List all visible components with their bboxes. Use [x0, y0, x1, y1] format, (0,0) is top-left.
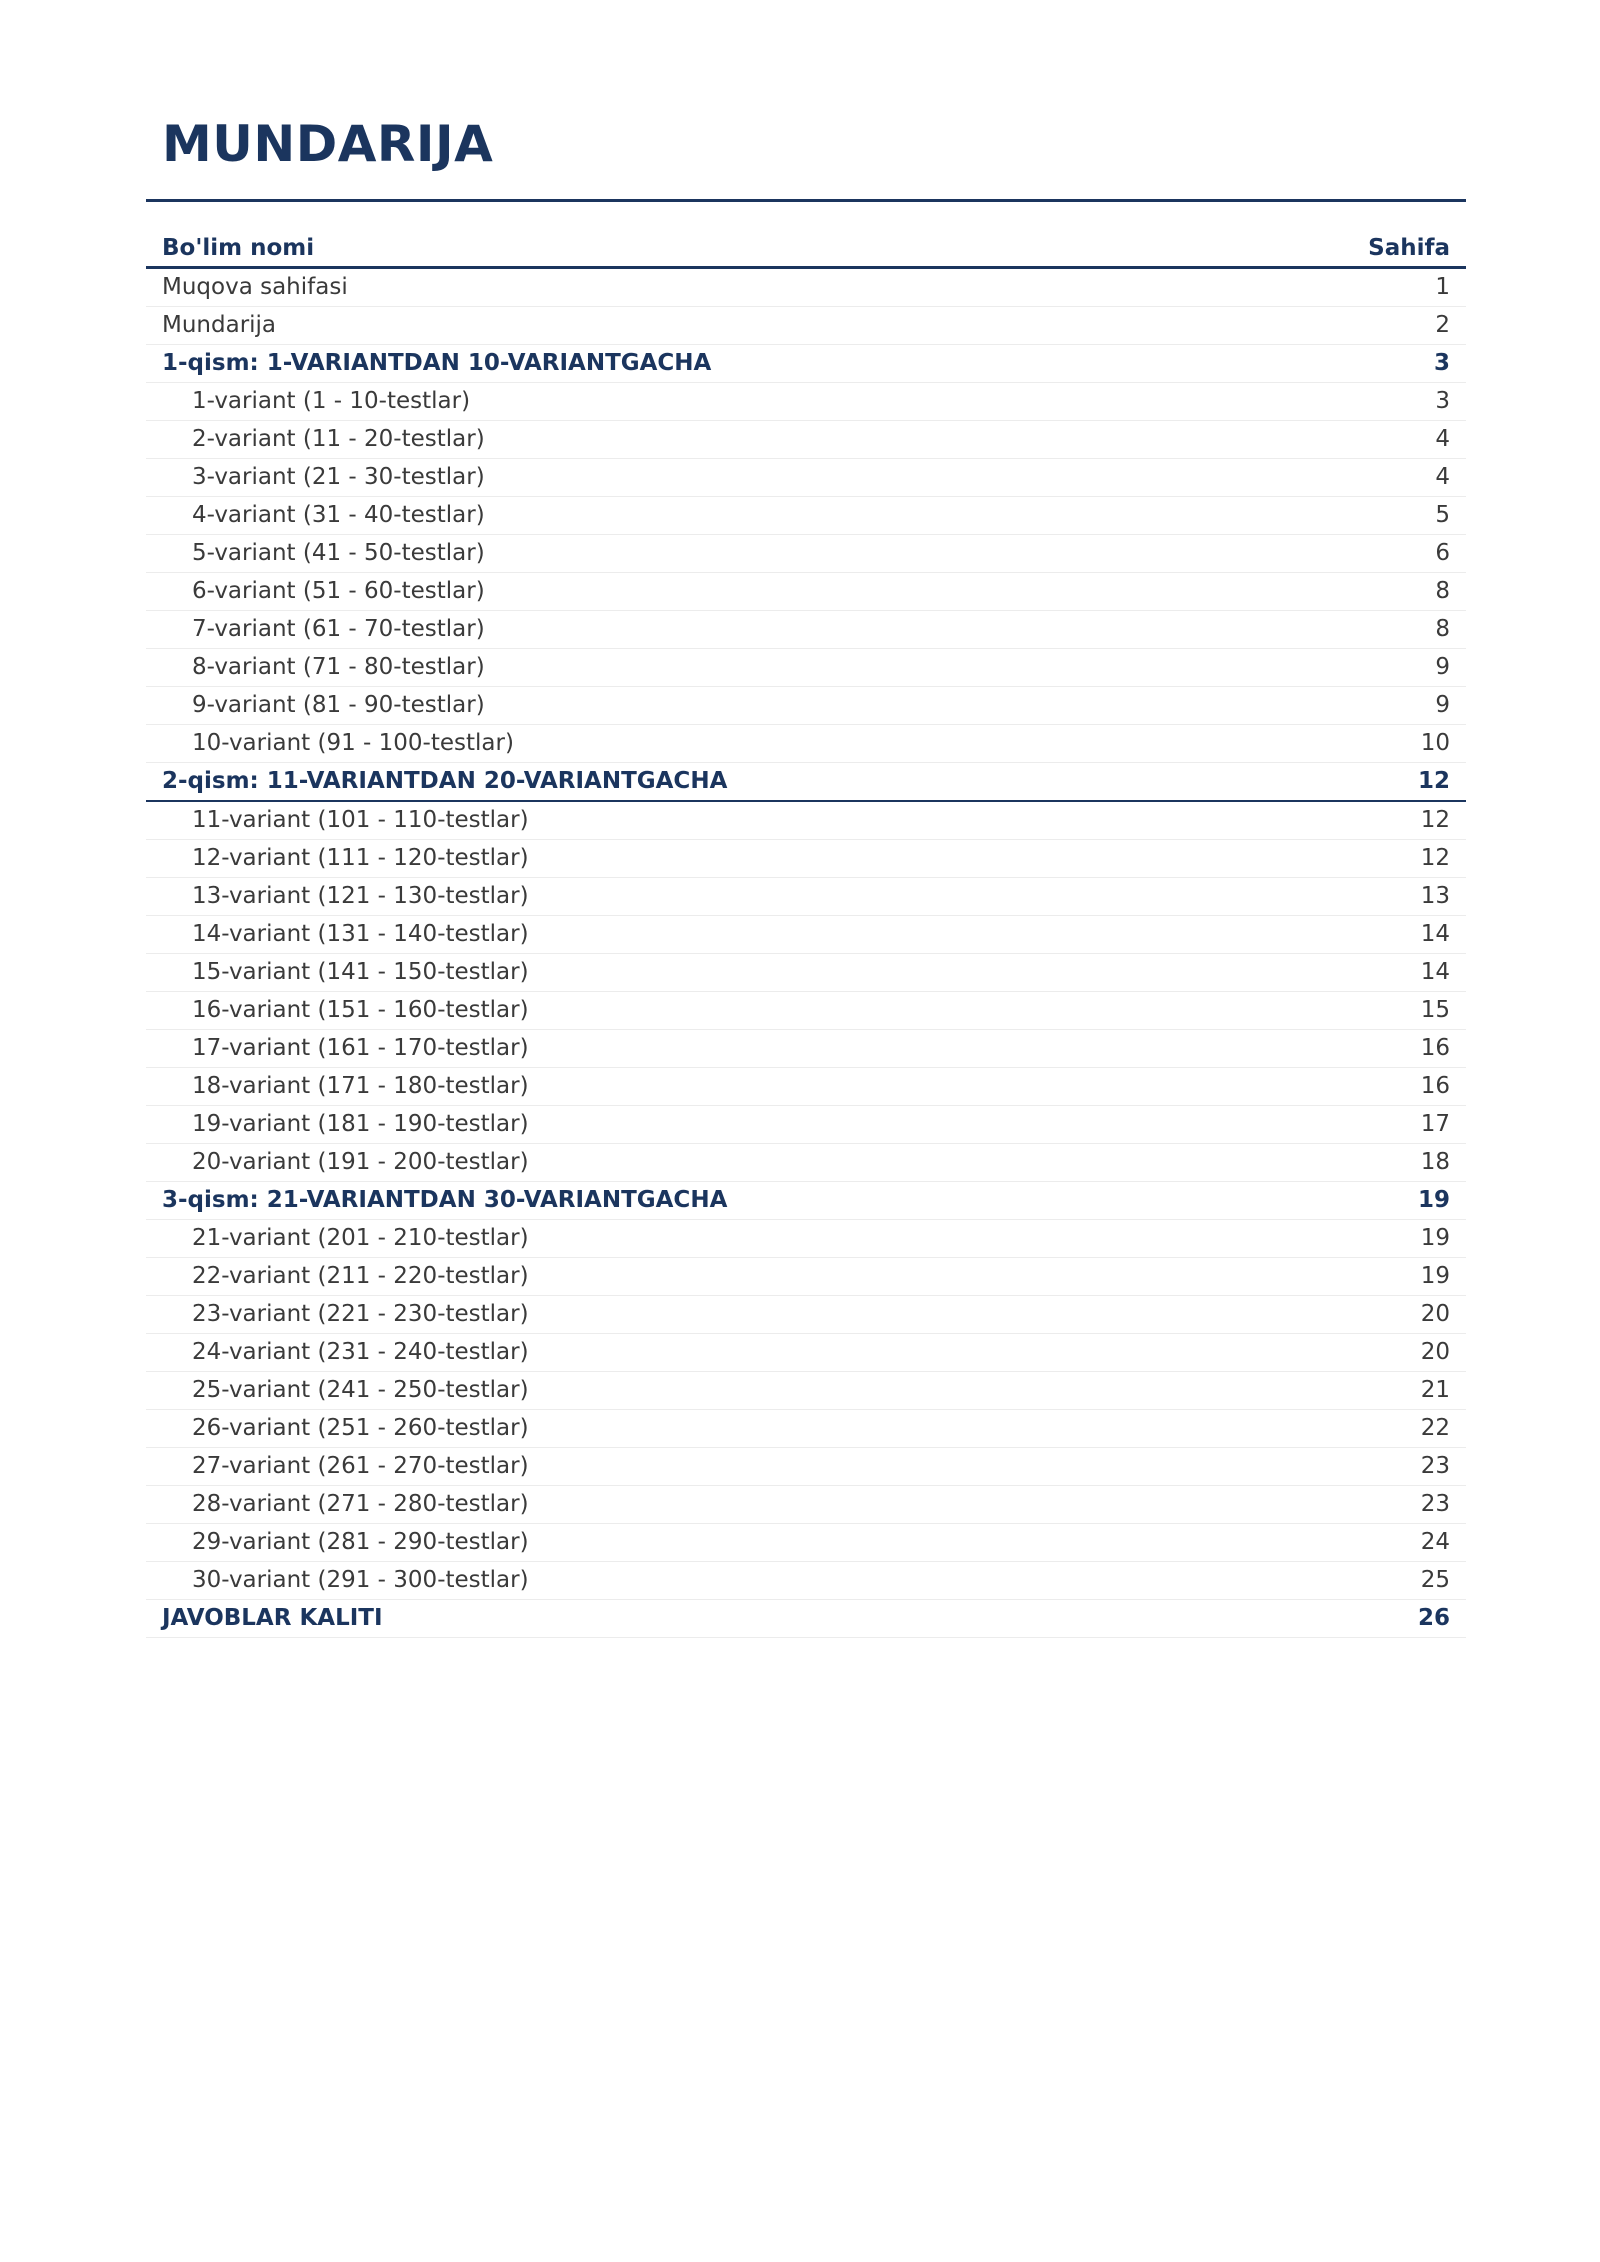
toc-entry-title: 30-variant (291 - 300-testlar) [192, 1567, 529, 1593]
toc-entry-title: Muqova sahifasi [162, 274, 348, 300]
toc-entry-row [146, 573, 1466, 611]
toc-page-number: 24 [1420, 1529, 1450, 1555]
toc-page-number: 25 [1420, 1567, 1450, 1593]
toc-page-number: 13 [1420, 883, 1450, 909]
toc-entry-title: 7-variant (61 - 70-testlar) [192, 616, 485, 642]
title-divider [146, 199, 1466, 202]
toc-page-number: 4 [1435, 426, 1450, 452]
toc-entry-row [146, 1220, 1466, 1258]
toc-entry-title: 25-variant (241 - 250-testlar) [192, 1377, 529, 1403]
toc-entry-row [146, 1258, 1466, 1296]
toc-entry-title: 19-variant (181 - 190-testlar) [192, 1111, 529, 1137]
toc-entry-row [146, 802, 1466, 840]
toc-page-number: 5 [1435, 502, 1450, 528]
toc-entry-row [146, 421, 1466, 459]
toc-entry-row [146, 1372, 1466, 1410]
toc-page-number: 4 [1435, 464, 1450, 490]
toc-entry-title: 20-variant (191 - 200-testlar) [192, 1149, 529, 1175]
toc-body [146, 269, 1466, 1638]
toc-page-number: 16 [1420, 1073, 1450, 1099]
toc-entry-title: 8-variant (71 - 80-testlar) [192, 654, 485, 680]
toc-entry-title: 4-variant (31 - 40-testlar) [192, 502, 485, 528]
toc-entry-title: 14-variant (131 - 140-testlar) [192, 921, 529, 947]
toc-section-row [146, 1600, 1466, 1638]
toc-entry-title: 27-variant (261 - 270-testlar) [192, 1453, 529, 1479]
toc-entry-row [146, 687, 1466, 725]
toc-page-number: 10 [1420, 730, 1450, 756]
toc-entry-title: 5-variant (41 - 50-testlar) [192, 540, 485, 566]
toc-entry-row [146, 840, 1466, 878]
page-column-header: Sahifa [1368, 235, 1450, 261]
toc-entry-title: 21-variant (201 - 210-testlar) [192, 1225, 529, 1251]
toc-page-number: 3 [1433, 350, 1450, 376]
toc-page-number: 17 [1420, 1111, 1450, 1137]
toc-page-number: 19 [1417, 1187, 1450, 1213]
toc-section-title: 3-qism: 21-VARIANTDAN 30-VARIANTGACHA [162, 1187, 728, 1213]
toc-entry-row [146, 1296, 1466, 1334]
toc-page-number: 12 [1420, 845, 1450, 871]
toc-page-number: 6 [1435, 540, 1450, 566]
toc-entry-title: 3-variant (21 - 30-testlar) [192, 464, 485, 490]
toc-page-number: 3 [1435, 388, 1450, 414]
toc-page-number: 9 [1435, 654, 1450, 680]
toc-page-number: 12 [1420, 807, 1450, 833]
toc-page-number: 14 [1420, 959, 1450, 985]
toc-entry-title: 17-variant (161 - 170-testlar) [192, 1035, 529, 1061]
toc-entry-row [146, 269, 1466, 307]
toc-entry-row [146, 954, 1466, 992]
toc-entry-title: 13-variant (121 - 130-testlar) [192, 883, 529, 909]
toc-entry-row [146, 497, 1466, 535]
toc-entry-row [146, 1486, 1466, 1524]
toc-page-number: 20 [1420, 1301, 1450, 1327]
toc-page-number: 26 [1417, 1605, 1450, 1631]
toc-header-row [146, 230, 1466, 269]
toc-entry-row [146, 992, 1466, 1030]
toc-entry-title: Mundarija [162, 312, 277, 338]
toc-entry-row [146, 459, 1466, 497]
toc-entry-row [146, 535, 1466, 573]
toc-page-number: 8 [1435, 578, 1450, 604]
toc-entry-title: 10-variant (91 - 100-testlar) [192, 730, 514, 756]
toc-entry-title: 2-variant (11 - 20-testlar) [192, 426, 485, 452]
toc-page-number: 22 [1420, 1415, 1450, 1441]
toc-entry-title: 29-variant (281 - 290-testlar) [192, 1529, 529, 1555]
toc-entry-title: 18-variant (171 - 180-testlar) [192, 1073, 529, 1099]
toc-entry-title: 23-variant (221 - 230-testlar) [192, 1301, 529, 1327]
page-title: MUNDARIJA [162, 115, 494, 173]
toc-entry-title: 12-variant (111 - 120-testlar) [192, 845, 529, 871]
toc-page-number: 18 [1420, 1149, 1450, 1175]
toc-page-number: 1 [1435, 274, 1450, 300]
toc-entry-row [146, 611, 1466, 649]
toc-entry-row [146, 878, 1466, 916]
toc-entry-row [146, 1068, 1466, 1106]
toc-entry-title: 22-variant (211 - 220-testlar) [192, 1263, 529, 1289]
toc-page-number: 19 [1420, 1225, 1450, 1251]
toc-page-number: 23 [1420, 1453, 1450, 1479]
table-of-contents [146, 230, 1466, 1638]
toc-page-number: 20 [1420, 1339, 1450, 1365]
toc-entry-row [146, 1448, 1466, 1486]
toc-entry-title: 11-variant (101 - 110-testlar) [192, 807, 529, 833]
toc-entry-row [146, 1144, 1466, 1182]
toc-page-number: 21 [1420, 1377, 1450, 1403]
toc-section-row [146, 1182, 1466, 1220]
toc-page-number: 8 [1435, 616, 1450, 642]
toc-entry-row [146, 1030, 1466, 1068]
toc-entry-row [146, 1410, 1466, 1448]
toc-entry-row [146, 383, 1466, 421]
toc-entry-title: 9-variant (81 - 90-testlar) [192, 692, 485, 718]
toc-page-number: 19 [1420, 1263, 1450, 1289]
toc-page-number: 12 [1417, 768, 1450, 794]
toc-entry-title: 24-variant (231 - 240-testlar) [192, 1339, 529, 1365]
toc-page-number: 16 [1420, 1035, 1450, 1061]
toc-entry-row [146, 1562, 1466, 1600]
toc-entry-title: 28-variant (271 - 280-testlar) [192, 1491, 529, 1517]
toc-entry-row [146, 1106, 1466, 1144]
toc-page-number: 14 [1420, 921, 1450, 947]
toc-entry-row [146, 1334, 1466, 1372]
toc-entry-title: 15-variant (141 - 150-testlar) [192, 959, 529, 985]
toc-entry-title: 1-variant (1 - 10-testlar) [192, 388, 471, 414]
toc-entry-title: 16-variant (151 - 160-testlar) [192, 997, 529, 1023]
toc-entry-title: 6-variant (51 - 60-testlar) [192, 578, 485, 604]
toc-page-number: 9 [1435, 692, 1450, 718]
toc-section-title: JAVOBLAR KALITI [162, 1605, 383, 1631]
toc-entry-row [146, 649, 1466, 687]
toc-entry-row [146, 307, 1466, 345]
toc-section-row [146, 763, 1466, 802]
toc-page-number: 23 [1420, 1491, 1450, 1517]
toc-section-title: 2-qism: 11-VARIANTDAN 20-VARIANTGACHA [162, 768, 728, 794]
toc-entry-title: 26-variant (251 - 260-testlar) [192, 1415, 529, 1441]
section-name-column-header: Bo'lim nomi [162, 235, 315, 261]
toc-entry-row [146, 725, 1466, 763]
toc-section-title: 1-qism: 1-VARIANTDAN 10-VARIANTGACHA [162, 350, 712, 376]
toc-entry-row [146, 1524, 1466, 1562]
toc-page-number: 15 [1420, 997, 1450, 1023]
toc-page-number: 2 [1435, 312, 1450, 338]
toc-section-row [146, 345, 1466, 383]
toc-entry-row [146, 916, 1466, 954]
